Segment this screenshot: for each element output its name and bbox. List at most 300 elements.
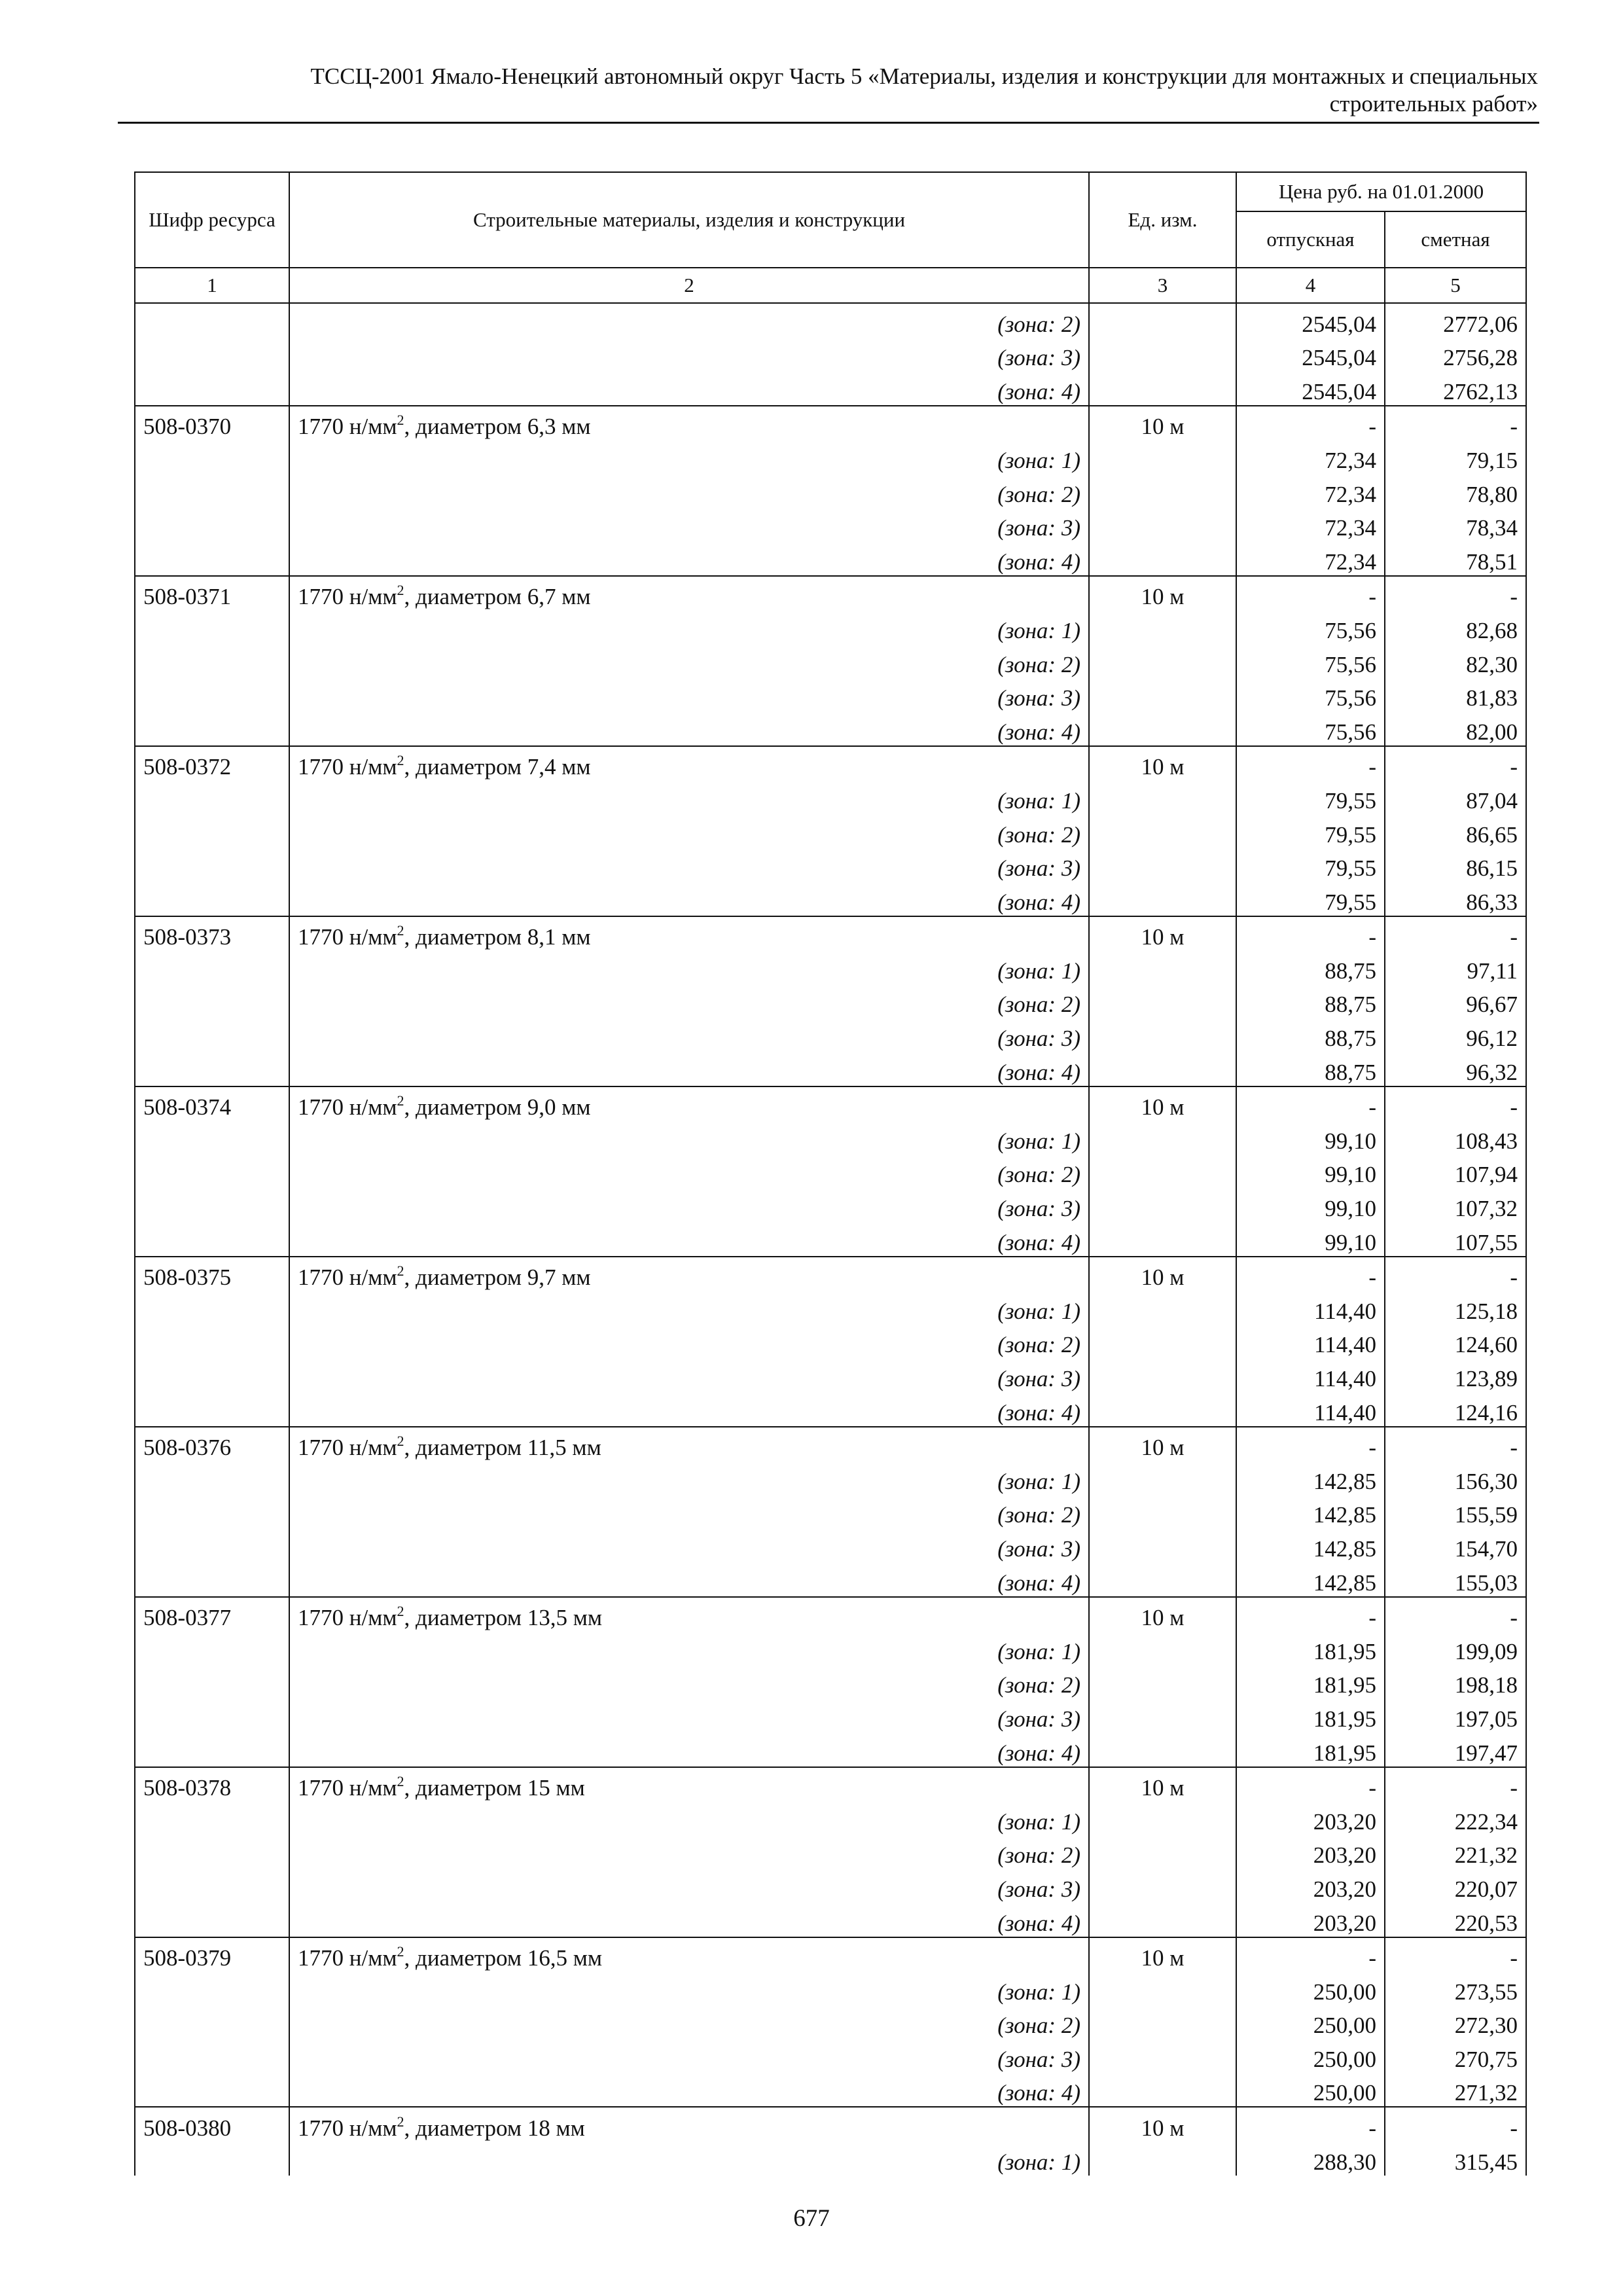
header-release-price: отпускная [1236, 211, 1385, 268]
zone-row [135, 1018, 1526, 1052]
zone-row [135, 1665, 1526, 1699]
unit-exponent: 2 [397, 582, 404, 599]
unit-of-measure: 10 м [1089, 1086, 1236, 1121]
estimate-price: 123,89 [1385, 1358, 1526, 1392]
zone-label: (зона: 3) [289, 1698, 1089, 1732]
empty-cell [135, 1665, 289, 1699]
empty-cell [1089, 1325, 1236, 1359]
page-number: 677 [793, 2205, 830, 2232]
estimate-price: - [1385, 1937, 1526, 1972]
empty-cell [1089, 474, 1236, 508]
zone-row [135, 2005, 1526, 2039]
item-row [135, 1937, 1526, 1972]
zone-label: (зона: 2) [289, 814, 1089, 848]
empty-cell [135, 338, 289, 372]
item-diameter: , диаметром 13,5 мм [404, 1605, 603, 1631]
empty-cell [1089, 1358, 1236, 1392]
empty-cell [1089, 1018, 1236, 1052]
estimate-price: - [1385, 1597, 1526, 1632]
empty-cell [1089, 1732, 1236, 1767]
empty-cell [1089, 440, 1236, 474]
item-diameter: , диаметром 6,3 мм [404, 414, 591, 440]
zone-row [135, 1903, 1526, 1937]
header-code: Шифр ресурса [135, 172, 289, 268]
release-price: 181,95 [1236, 1698, 1385, 1732]
page-header [118, 63, 1538, 118]
table-header [135, 172, 1526, 303]
resource-code: 508-0374 [135, 1086, 289, 1121]
zone-row [135, 984, 1526, 1018]
empty-cell [135, 780, 289, 814]
empty-cell [1089, 711, 1236, 746]
empty-cell [135, 1698, 289, 1732]
estimate-price: 96,32 [1385, 1052, 1526, 1086]
zone-row [135, 1495, 1526, 1529]
zone-row [135, 1631, 1526, 1665]
release-price: 114,40 [1236, 1291, 1385, 1325]
release-price: 79,55 [1236, 814, 1385, 848]
release-price: 88,75 [1236, 950, 1385, 984]
zone-row [135, 303, 1526, 338]
zone-label: (зона: 3) [289, 1528, 1089, 1562]
empty-cell [135, 644, 289, 678]
unit-exponent: 2 [397, 1433, 404, 1450]
empty-cell [1089, 1971, 1236, 2005]
zone-label: (зона: 2) [289, 1665, 1089, 1699]
zone-label: (зона: 1) [289, 1121, 1089, 1155]
header-title-line-1: ТССЦ-2001 Ямало-Ненецкий автономный округ Часть 5 «Материалы, изделия и конструкции для монтажных и специальных [310, 63, 1538, 89]
item-strength: 1770 н/мм [298, 1265, 397, 1291]
estimate-price: 2772,06 [1385, 303, 1526, 338]
release-price: 142,85 [1236, 1461, 1385, 1495]
item-diameter: , диаметром 9,0 мм [404, 1094, 591, 1121]
item-name [289, 1086, 1089, 1121]
zone-row [135, 371, 1526, 406]
unit-exponent: 2 [397, 1092, 404, 1109]
empty-cell [1089, 1562, 1236, 1597]
empty-cell [135, 1495, 289, 1529]
release-price: - [1236, 576, 1385, 611]
release-price: 142,85 [1236, 1562, 1385, 1597]
estimate-price: 272,30 [1385, 2005, 1526, 2039]
release-price: 203,20 [1236, 1801, 1385, 1835]
release-price: 79,55 [1236, 780, 1385, 814]
item-row [135, 1086, 1526, 1121]
empty-cell [1089, 1528, 1236, 1562]
item-group [135, 2107, 1526, 2175]
zone-label: (зона: 1) [289, 1801, 1089, 1835]
empty-cell [135, 1188, 289, 1222]
zone-row [135, 1461, 1526, 1495]
zone-row [135, 1052, 1526, 1086]
zone-label: (зона: 4) [289, 1222, 1089, 1257]
resource-code: 508-0371 [135, 576, 289, 611]
item-row [135, 1427, 1526, 1462]
unit-of-measure: 10 м [1089, 1597, 1236, 1632]
empty-cell [1089, 1835, 1236, 1869]
release-price: 203,20 [1236, 1869, 1385, 1903]
empty-cell [1089, 984, 1236, 1018]
zone-row [135, 1971, 1526, 2005]
empty-cell [135, 1222, 289, 1257]
item-diameter: , диаметром 8,1 мм [404, 924, 591, 950]
item-row [135, 1767, 1526, 1802]
empty-cell [135, 541, 289, 576]
empty-cell [1089, 1801, 1236, 1835]
resource-code: 508-0380 [135, 2107, 289, 2142]
estimate-price: 86,65 [1385, 814, 1526, 848]
empty-cell [1089, 1392, 1236, 1427]
estimate-price: 221,32 [1385, 1835, 1526, 1869]
empty-cell [1089, 1155, 1236, 1189]
header-price-group: Цена руб. на 01.01.2000 [1236, 172, 1526, 211]
item-group [135, 1767, 1526, 1937]
unit-exponent: 2 [397, 1943, 404, 1960]
empty-cell [1089, 1665, 1236, 1699]
estimate-price: 156,30 [1385, 1461, 1526, 1495]
empty-cell [135, 508, 289, 542]
item-diameter: , диаметром 15 мм [404, 1775, 585, 1801]
empty-cell [135, 440, 289, 474]
zone-label: (зона: 4) [289, 882, 1089, 916]
estimate-price: 220,53 [1385, 1903, 1526, 1937]
zone-row [135, 1291, 1526, 1325]
estimate-price: 271,32 [1385, 2073, 1526, 2108]
release-price: 79,55 [1236, 882, 1385, 916]
estimate-price: 155,59 [1385, 1495, 1526, 1529]
item-strength: 1770 н/мм [298, 1775, 397, 1801]
estimate-price: - [1385, 1427, 1526, 1462]
estimate-price: 82,00 [1385, 711, 1526, 746]
empty-cell [135, 1528, 289, 1562]
empty-cell [135, 1121, 289, 1155]
estimate-price: 222,34 [1385, 1801, 1526, 1835]
empty-cell [1089, 541, 1236, 576]
estimate-price: 97,11 [1385, 950, 1526, 984]
empty-cell [135, 950, 289, 984]
empty-cell [1089, 644, 1236, 678]
estimate-price: - [1385, 406, 1526, 440]
release-price: 114,40 [1236, 1392, 1385, 1427]
item-strength: 1770 н/мм [298, 924, 397, 950]
empty-cell [135, 1562, 289, 1597]
zone-label: (зона: 3) [289, 2039, 1089, 2073]
release-price: 181,95 [1236, 1631, 1385, 1665]
item-name [289, 1597, 1089, 1632]
column-number: 2 [289, 268, 1089, 303]
empty-cell [135, 474, 289, 508]
item-strength: 1770 н/мм [298, 1605, 397, 1631]
estimate-price: 273,55 [1385, 1971, 1526, 2005]
item-row [135, 1597, 1526, 1632]
resource-code: 508-0370 [135, 406, 289, 440]
zone-row [135, 1188, 1526, 1222]
empty-cell [135, 711, 289, 746]
empty-cell [135, 371, 289, 406]
unit-of-measure: 10 м [1089, 746, 1236, 781]
release-price: - [1236, 1086, 1385, 1121]
empty-cell [135, 610, 289, 644]
column-number: 1 [135, 268, 289, 303]
empty-cell [135, 1869, 289, 1903]
estimate-price: 107,94 [1385, 1155, 1526, 1189]
empty-cell [135, 1631, 289, 1665]
empty-cell [1089, 508, 1236, 542]
estimate-price: 125,18 [1385, 1291, 1526, 1325]
price-table [134, 171, 1527, 2176]
empty-cell [1089, 1495, 1236, 1529]
zone-label: (зона: 4) [289, 541, 1089, 576]
release-price: 142,85 [1236, 1528, 1385, 1562]
empty-cell [1089, 1291, 1236, 1325]
zone-row [135, 1562, 1526, 1597]
release-price: 75,56 [1236, 678, 1385, 712]
zone-row [135, 1222, 1526, 1257]
empty-cell [1089, 2039, 1236, 2073]
estimate-price: 2756,28 [1385, 338, 1526, 372]
item-name [289, 406, 1089, 440]
item-name [289, 1937, 1089, 1972]
empty-cell [1089, 882, 1236, 916]
zone-label: (зона: 3) [289, 1018, 1089, 1052]
empty-cell [1089, 1461, 1236, 1495]
empty-cell [135, 2039, 289, 2073]
zone-row [135, 1155, 1526, 1189]
empty-cell [135, 1155, 289, 1189]
item-name [289, 2107, 1089, 2142]
item-row [135, 746, 1526, 781]
item-strength: 1770 н/мм [298, 754, 397, 780]
empty-cell [135, 1461, 289, 1495]
zone-label: (зона: 2) [289, 1835, 1089, 1869]
empty-cell [1089, 2142, 1236, 2176]
zone-row [135, 1801, 1526, 1835]
release-price: 114,40 [1236, 1325, 1385, 1359]
estimate-price: 86,15 [1385, 848, 1526, 882]
zone-row [135, 780, 1526, 814]
item-diameter: , диаметром 11,5 мм [404, 1435, 601, 1461]
empty-cell [1089, 1121, 1236, 1155]
zone-row [135, 814, 1526, 848]
release-price: 250,00 [1236, 1971, 1385, 2005]
zone-label: (зона: 3) [289, 508, 1089, 542]
empty-cell [1089, 1222, 1236, 1257]
release-price: 99,10 [1236, 1121, 1385, 1155]
estimate-price: 155,03 [1385, 1562, 1526, 1597]
release-price: 75,56 [1236, 644, 1385, 678]
item-name [289, 576, 1089, 611]
zone-row [135, 1325, 1526, 1359]
item-row [135, 576, 1526, 611]
zone-label: (зона: 2) [289, 303, 1089, 338]
empty-cell [135, 303, 289, 338]
item-diameter: , диаметром 18 мм [404, 2115, 585, 2142]
header-title-line-2: строительных работ» [1329, 91, 1538, 117]
item-group [135, 576, 1526, 746]
estimate-price: 96,12 [1385, 1018, 1526, 1052]
resource-code: 508-0379 [135, 1937, 289, 1972]
zone-row [135, 678, 1526, 712]
item-name [289, 916, 1089, 951]
release-price: - [1236, 746, 1385, 781]
release-price: 88,75 [1236, 1018, 1385, 1052]
unit-of-measure: 10 м [1089, 406, 1236, 440]
release-price: - [1236, 916, 1385, 951]
release-price: 181,95 [1236, 1732, 1385, 1767]
empty-cell [1089, 610, 1236, 644]
empty-cell [135, 1018, 289, 1052]
zone-row [135, 440, 1526, 474]
estimate-price: 220,07 [1385, 1869, 1526, 1903]
empty-cell [135, 1358, 289, 1392]
estimate-price: 81,83 [1385, 678, 1526, 712]
zone-label: (зона: 1) [289, 1291, 1089, 1325]
item-name [289, 1257, 1089, 1291]
estimate-price: 86,33 [1385, 882, 1526, 916]
unit-exponent: 2 [397, 412, 404, 429]
item-group [135, 916, 1526, 1086]
release-price: - [1236, 1767, 1385, 1802]
estimate-price: 78,51 [1385, 541, 1526, 576]
release-price: 88,75 [1236, 1052, 1385, 1086]
release-price: 2545,04 [1236, 371, 1385, 406]
item-row [135, 916, 1526, 951]
zone-label: (зона: 1) [289, 950, 1089, 984]
unit-exponent: 2 [397, 922, 404, 939]
estimate-price: - [1385, 1767, 1526, 1802]
zone-label: (зона: 2) [289, 984, 1089, 1018]
empty-cell [135, 1903, 289, 1937]
empty-cell [135, 2142, 289, 2176]
empty-cell [1089, 848, 1236, 882]
zone-label: (зона: 3) [289, 1188, 1089, 1222]
release-price: - [1236, 1427, 1385, 1462]
column-number: 3 [1089, 268, 1236, 303]
estimate-price: 82,68 [1385, 610, 1526, 644]
estimate-price: - [1385, 1257, 1526, 1291]
resource-code: 508-0372 [135, 746, 289, 781]
release-price: 288,30 [1236, 2142, 1385, 2176]
empty-cell [135, 1971, 289, 2005]
item-group [135, 1257, 1526, 1427]
estimate-price: - [1385, 576, 1526, 611]
estimate-price: 2762,13 [1385, 371, 1526, 406]
estimate-price: - [1385, 746, 1526, 781]
item-strength: 1770 н/мм [298, 2115, 397, 2142]
zone-label: (зона: 2) [289, 1325, 1089, 1359]
release-price: 114,40 [1236, 1358, 1385, 1392]
estimate-price: 154,70 [1385, 1528, 1526, 1562]
release-price: 142,85 [1236, 1495, 1385, 1529]
zone-label: (зона: 2) [289, 2005, 1089, 2039]
estimate-price: 108,43 [1385, 1121, 1526, 1155]
zone-label: (зона: 4) [289, 1903, 1089, 1937]
estimate-price: 124,60 [1385, 1325, 1526, 1359]
release-price: 72,34 [1236, 541, 1385, 576]
empty-cell [135, 1835, 289, 1869]
release-price: 99,10 [1236, 1222, 1385, 1257]
estimate-price: 79,15 [1385, 440, 1526, 474]
estimate-price: 78,80 [1385, 474, 1526, 508]
empty-cell [1089, 678, 1236, 712]
empty-cell [1089, 780, 1236, 814]
release-price: - [1236, 1257, 1385, 1291]
estimate-price: 87,04 [1385, 780, 1526, 814]
item-strength: 1770 н/мм [298, 584, 397, 610]
header-name: Строительные материалы, изделия и конструкции [289, 172, 1089, 268]
release-price: 181,95 [1236, 1665, 1385, 1699]
release-price: - [1236, 1937, 1385, 1972]
estimate-price: 198,18 [1385, 1665, 1526, 1699]
release-price: 203,20 [1236, 1835, 1385, 1869]
release-price: 72,34 [1236, 508, 1385, 542]
zone-row [135, 1358, 1526, 1392]
empty-cell [135, 1801, 289, 1835]
zone-label: (зона: 4) [289, 1562, 1089, 1597]
zone-row [135, 610, 1526, 644]
empty-cell [1089, 1631, 1236, 1665]
zone-row [135, 1869, 1526, 1903]
item-strength: 1770 н/мм [298, 1094, 397, 1121]
zone-label: (зона: 2) [289, 1495, 1089, 1529]
empty-cell [135, 2005, 289, 2039]
estimate-price: 197,05 [1385, 1698, 1526, 1732]
zone-label: (зона: 3) [289, 1869, 1089, 1903]
column-number: 4 [1236, 268, 1385, 303]
zone-label: (зона: 1) [289, 1631, 1089, 1665]
zone-label: (зона: 1) [289, 2142, 1089, 2176]
zone-row [135, 848, 1526, 882]
zone-label: (зона: 2) [289, 1155, 1089, 1189]
release-price: 99,10 [1236, 1155, 1385, 1189]
unit-of-measure: 10 м [1089, 916, 1236, 951]
empty-cell [135, 984, 289, 1018]
release-price: - [1236, 1597, 1385, 1632]
zone-row [135, 950, 1526, 984]
unit-exponent: 2 [397, 1603, 404, 1620]
empty-cell [135, 848, 289, 882]
item-group [135, 1937, 1526, 2108]
unit-of-measure: 10 м [1089, 2107, 1236, 2142]
empty-cell [135, 814, 289, 848]
zone-row [135, 1392, 1526, 1427]
release-price: 75,56 [1236, 711, 1385, 746]
zone-row [135, 882, 1526, 916]
zone-row [135, 474, 1526, 508]
item-group [135, 1086, 1526, 1257]
unit-of-measure: 10 м [1089, 1427, 1236, 1462]
zone-label: (зона: 4) [289, 371, 1089, 406]
zone-row [135, 541, 1526, 576]
zone-row [135, 2073, 1526, 2108]
empty-cell [1089, 338, 1236, 372]
zone-label: (зона: 4) [289, 1052, 1089, 1086]
empty-cell [1089, 2073, 1236, 2108]
empty-cell [135, 1052, 289, 1086]
estimate-price: - [1385, 916, 1526, 951]
zone-label: (зона: 1) [289, 780, 1089, 814]
empty-cell [1089, 814, 1236, 848]
estimate-price: 315,45 [1385, 2142, 1526, 2176]
zone-label: (зона: 4) [289, 1732, 1089, 1767]
zone-row [135, 508, 1526, 542]
zone-row [135, 338, 1526, 372]
item-name [289, 1427, 1089, 1462]
zone-row [135, 2142, 1526, 2176]
empty-cell [1089, 950, 1236, 984]
empty-cell [1089, 1052, 1236, 1086]
zone-row [135, 644, 1526, 678]
